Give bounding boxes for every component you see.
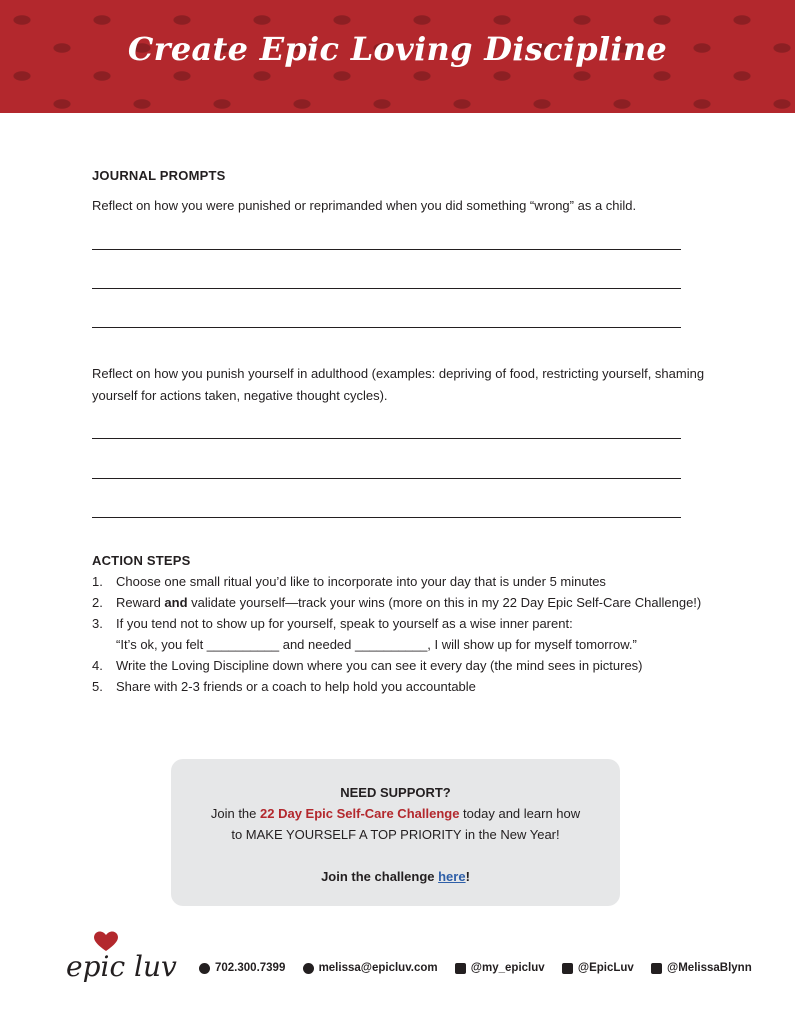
step-text: If you tend not to show up for yourself, speak to yourself as a wise inner parent: <box>116 616 573 631</box>
phone-number[interactable]: 702.300.7399 <box>215 962 286 974</box>
youtube-icon <box>651 963 662 974</box>
list-item <box>92 655 712 676</box>
epic-luv-logo: epic luv <box>66 950 177 983</box>
step-text: Write the Loving Discipline down where you can see it every day (the mind sees in pictures) <box>116 658 643 673</box>
email-icon <box>303 963 314 974</box>
step-text: Share with 2-3 friends or a coach to help hold you accountable <box>116 679 476 694</box>
step-number: 3. <box>92 616 103 631</box>
list-item <box>92 592 712 613</box>
challenge-link[interactable]: 22 Day Epic Self-Care Challenge <box>260 806 460 821</box>
journal-prompt-2: Reflect on how you punish yourself in adulthood (examples: depriving of food, restricting yourself, shaming yourself for actions taken, negative thought cycles). <box>92 366 705 403</box>
page-title: Create Epic Loving Discipline <box>127 30 668 68</box>
journal-heading: JOURNAL PROMPTS <box>92 168 226 183</box>
here-link[interactable]: here <box>438 869 466 884</box>
instagram-handle[interactable]: @my_epicluv <box>470 962 545 974</box>
support-panel <box>171 759 620 906</box>
support-heading: NEED SUPPORT? <box>340 785 451 800</box>
answer-line[interactable] <box>92 478 681 479</box>
cta-text: Join the challenge <box>321 869 439 884</box>
footer <box>0 930 795 1000</box>
answer-line[interactable] <box>92 288 681 289</box>
answer-line[interactable] <box>92 438 681 439</box>
step-text: Reward <box>116 595 165 610</box>
action-steps-list <box>92 571 712 697</box>
instagram-icon <box>455 963 466 974</box>
cta-text: ! <box>465 869 470 884</box>
youtube-handle[interactable]: @MelissaBlynn <box>667 962 752 974</box>
action-heading: ACTION STEPS <box>92 553 191 568</box>
list-item <box>92 676 712 697</box>
step-number: 1. <box>92 574 103 589</box>
support-line-1 <box>171 803 620 824</box>
heart-logo-icon <box>92 930 120 952</box>
answer-line[interactable] <box>92 249 681 250</box>
step-number: 2. <box>92 595 103 610</box>
facebook-icon <box>562 963 573 974</box>
step-number: 5. <box>92 679 103 694</box>
step-text: validate yourself—track your wins (more on this in my 22 Day Epic Self-Care Challenge!) <box>187 595 702 610</box>
list-item <box>92 613 712 655</box>
support-text: Join the <box>210 806 261 821</box>
support-line-2: to MAKE YOURSELF A TOP PRIORITY in the New Year! <box>231 827 560 842</box>
email-address[interactable]: melissa@epicluv.com <box>318 962 438 974</box>
step-text: Choose one small ritual you’d like to incorporate into your day that is under 5 minutes <box>116 574 606 589</box>
contact-bar <box>199 962 752 974</box>
step-text-quote: “It’s ok, you felt __________ and needed __________, I will show up for myself tomorrow.” <box>116 637 637 652</box>
header-banner <box>0 0 795 113</box>
answer-line[interactable] <box>92 517 681 518</box>
step-number: 4. <box>92 658 103 673</box>
support-cta <box>171 866 620 887</box>
support-text: today and learn how <box>459 806 581 821</box>
facebook-handle[interactable]: @EpicLuv <box>577 962 634 974</box>
step-text-bold: and <box>164 595 188 610</box>
journal-prompt-1: Reflect on how you were punished or reprimanded when you did something “wrong” as a child. <box>92 198 637 213</box>
answer-line[interactable] <box>92 327 681 328</box>
phone-icon <box>199 963 210 974</box>
list-item <box>92 571 712 592</box>
